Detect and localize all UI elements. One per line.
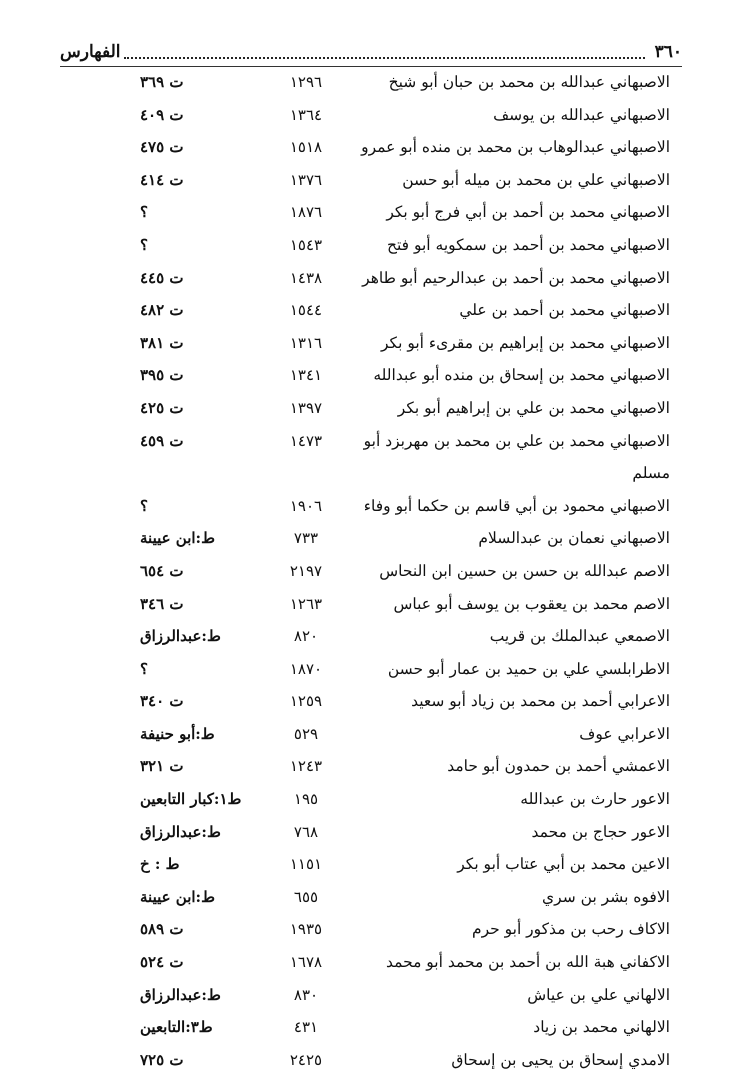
entry-number: ٢١٩٧ (289, 561, 323, 580)
entry-name: الاصبهاني محمد بن إسحاق بن منده أبو عبدالله (373, 366, 670, 385)
index-entry (0, 720, 746, 753)
entry-reference: ت ٦٥٤ (140, 561, 184, 580)
entry-number: ٧٦٨ (293, 822, 319, 841)
index-entry (0, 752, 746, 785)
entry-name: الاعرابي عوف (579, 724, 670, 743)
index-list (0, 68, 746, 1078)
index-entry (0, 361, 746, 394)
index-entry (0, 459, 746, 492)
index-entry (0, 948, 746, 981)
entry-name: الاصمعي عبدالملك بن قريب (489, 627, 670, 646)
entry-reference: ط:عبدالرزاق (140, 627, 221, 646)
entry-name: الاصبهاني محمد بن أحمد بن علي (459, 301, 670, 320)
entry-name: الاصبهاني محمد بن أحمد بن عبدالرحيم أبو طاهر (362, 268, 670, 287)
index-entry (0, 524, 746, 557)
entry-number: ٧٣٣ (293, 529, 319, 548)
index-entry (0, 1046, 746, 1079)
index-entry (0, 883, 746, 916)
entry-name: الاصبهاني عبدالله بن محمد بن حبان أبو شيخ (388, 73, 670, 91)
entry-reference: ط٣:التابعين (140, 1018, 213, 1037)
entry-reference: ط : خ (140, 855, 180, 874)
entry-number: ١٩٠٦ (289, 496, 323, 515)
entry-name: الاصبهاني عبدالوهاب بن محمد بن منده أبو عمرو (361, 138, 670, 157)
entry-reference: ط:ابن عيينة (140, 887, 215, 906)
entry-number: ١٢٥٩ (289, 692, 323, 711)
entry-reference: ت ٥٨٩ (140, 920, 184, 939)
index-entry (0, 1013, 746, 1046)
index-entry (0, 850, 746, 883)
entry-name: الافوه بشر بن سري (542, 887, 670, 906)
entry-reference: ت ٤٧٥ (140, 138, 184, 157)
entry-number: ١٢٦٣ (289, 594, 323, 613)
index-entry (0, 655, 746, 688)
entry-name: الاصم محمد بن يعقوب بن يوسف أبو عباس (393, 594, 670, 613)
entry-number: ١٣٤١ (289, 366, 323, 385)
entry-reference: ت ٣٦٩ (140, 73, 184, 91)
entry-reference: ت ٣٢١ (140, 757, 184, 776)
section-title: الفهارس (60, 42, 121, 62)
entry-name: الاصبهاني محمود بن أبي قاسم بن حكما أبو وفاء (363, 496, 670, 515)
entry-reference: ؟ (140, 496, 148, 515)
entry-reference: ت ٣٨١ (140, 333, 184, 352)
index-entry (0, 590, 746, 623)
entry-number: ٦٥٥ (293, 887, 319, 906)
entry-number: ١٥١٨ (289, 138, 323, 157)
entry-reference: ط:ابن عيينة (140, 529, 215, 548)
entry-name: الالهاني محمد بن زياد (533, 1018, 670, 1037)
page-header (60, 38, 682, 66)
entry-name: الاكفاني هبة الله بن أحمد بن محمد أبو محمد (385, 953, 670, 972)
entry-reference: ط:عبدالرزاق (140, 822, 221, 841)
entry-number: ١٥٤٤ (289, 301, 323, 320)
entry-name: الاعور حجاج بن محمد (531, 822, 670, 841)
entry-reference: ت ٣٤٦ (140, 594, 184, 613)
entry-name: الاصبهاني نعمان بن عبدالسلام (478, 529, 670, 548)
entry-number: ١٤٧٣ (289, 431, 323, 450)
entry-reference: ت ٤٤٥ (140, 268, 184, 287)
entry-reference: ت ٤٢٥ (140, 398, 184, 417)
entry-name: الاطرابلسي علي بن حميد بن عمار أبو حسن (387, 659, 670, 678)
entry-reference: ت ٣٩٥ (140, 366, 184, 385)
page-number: ٣٦٠ (654, 42, 682, 62)
entry-name: الاعور حارث بن عبدالله (520, 790, 670, 809)
index-entry (0, 622, 746, 655)
entry-number: ١٢٤٣ (289, 757, 323, 776)
entry-number: ١١٥١ (289, 855, 323, 874)
entry-reference: ت ٤٠٩ (140, 105, 184, 124)
entry-number: ١٩٣٥ (289, 920, 323, 939)
index-entry (0, 492, 746, 525)
entry-number: ١٨٧٠ (289, 659, 323, 678)
index-entry (0, 427, 746, 460)
entry-reference: ؟ (140, 203, 148, 222)
entry-reference: ط:أبو حنيفة (140, 724, 215, 743)
index-entry (0, 68, 746, 101)
index-entry (0, 101, 746, 134)
entry-name: الاصبهاني محمد بن أحمد بن أبي فرج أبو بكر (386, 203, 670, 222)
entry-name: الاصبهاني محمد بن إبراهيم بن مقرىء أبو بكر (380, 333, 670, 352)
entry-reference: ت ٧٢٥ (140, 1050, 184, 1069)
entry-name: مسلم (632, 464, 670, 483)
entry-number: ١٣٦٤ (289, 105, 323, 124)
entry-number: ١٨٧٦ (289, 203, 323, 222)
header-dot-leader (124, 45, 644, 59)
index-entry (0, 687, 746, 720)
entry-name: الالهاني علي بن عياش (527, 985, 670, 1004)
entry-name: الاصبهاني علي بن محمد بن ميله أبو حسن (402, 170, 670, 189)
entry-name: الاصم عبدالله بن حسن بن حسين ابن النحاس (379, 561, 670, 580)
index-entry (0, 198, 746, 231)
entry-reference: ط١:كبار التابعين (140, 790, 242, 809)
entry-number: ١٣١٦ (289, 333, 323, 352)
entry-reference: ت ٣٤٠ (140, 692, 184, 711)
entry-reference: ت ٤١٤ (140, 170, 184, 189)
entry-number: ١٥٤٣ (289, 235, 323, 254)
entry-reference: ؟ (140, 659, 148, 678)
entry-number: ٨٣٠ (293, 985, 319, 1004)
entry-reference: ت ٤٥٩ (140, 431, 184, 450)
index-entry (0, 264, 746, 297)
entry-name: الاعين محمد بن أبي عتاب أبو بكر (457, 855, 670, 874)
entry-number: ١٩٥ (293, 790, 319, 809)
entry-reference: ؟ (140, 235, 148, 254)
entry-name: الاعرابي أحمد بن محمد بن زياد أبو سعيد (411, 692, 670, 711)
index-entry (0, 296, 746, 329)
entry-number: ١٦٧٨ (289, 953, 323, 972)
entry-number: ١٣٧٦ (289, 170, 323, 189)
entry-number: ٤٣١ (293, 1018, 319, 1037)
entry-reference: ت ٥٢٤ (140, 953, 184, 972)
index-entry (0, 231, 746, 264)
entry-name: الامدي إسحاق بن يحيى بن إسحاق (451, 1050, 670, 1069)
entry-name: الاصبهاني محمد بن أحمد بن سمكويه أبو فتح (386, 235, 670, 254)
index-entry (0, 166, 746, 199)
index-entry (0, 818, 746, 851)
entry-number: ١٤٣٨ (289, 268, 323, 287)
index-entry (0, 785, 746, 818)
entry-number: ٨٢٠ (293, 627, 319, 646)
entry-name: الاصبهاني محمد بن علي بن إبراهيم أبو بكر (397, 398, 670, 417)
index-entry (0, 133, 746, 166)
entry-number: ٥٢٩ (293, 724, 319, 743)
entry-number: ٢٤٢٥ (289, 1050, 323, 1069)
entry-name: الاصبهاني عبدالله بن يوسف (493, 105, 670, 124)
entry-reference: ط:عبدالرزاق (140, 985, 221, 1004)
header-rule (60, 66, 682, 67)
index-entry (0, 915, 746, 948)
index-entry (0, 394, 746, 427)
index-entry (0, 329, 746, 362)
entry-number: ١٢٩٦ (289, 73, 323, 91)
index-entry (0, 981, 746, 1014)
entry-reference: ت ٤٨٢ (140, 301, 184, 320)
index-entry (0, 557, 746, 590)
entry-name: الاعمشي أحمد بن حمدون أبو حامد (447, 757, 670, 776)
entry-name: الاكاف رحب بن مذكور أبو حرم (471, 920, 670, 939)
entry-number: ١٣٩٧ (289, 398, 323, 417)
entry-name: الاصبهاني محمد بن علي بن محمد بن مهربزد أبو (363, 431, 670, 450)
